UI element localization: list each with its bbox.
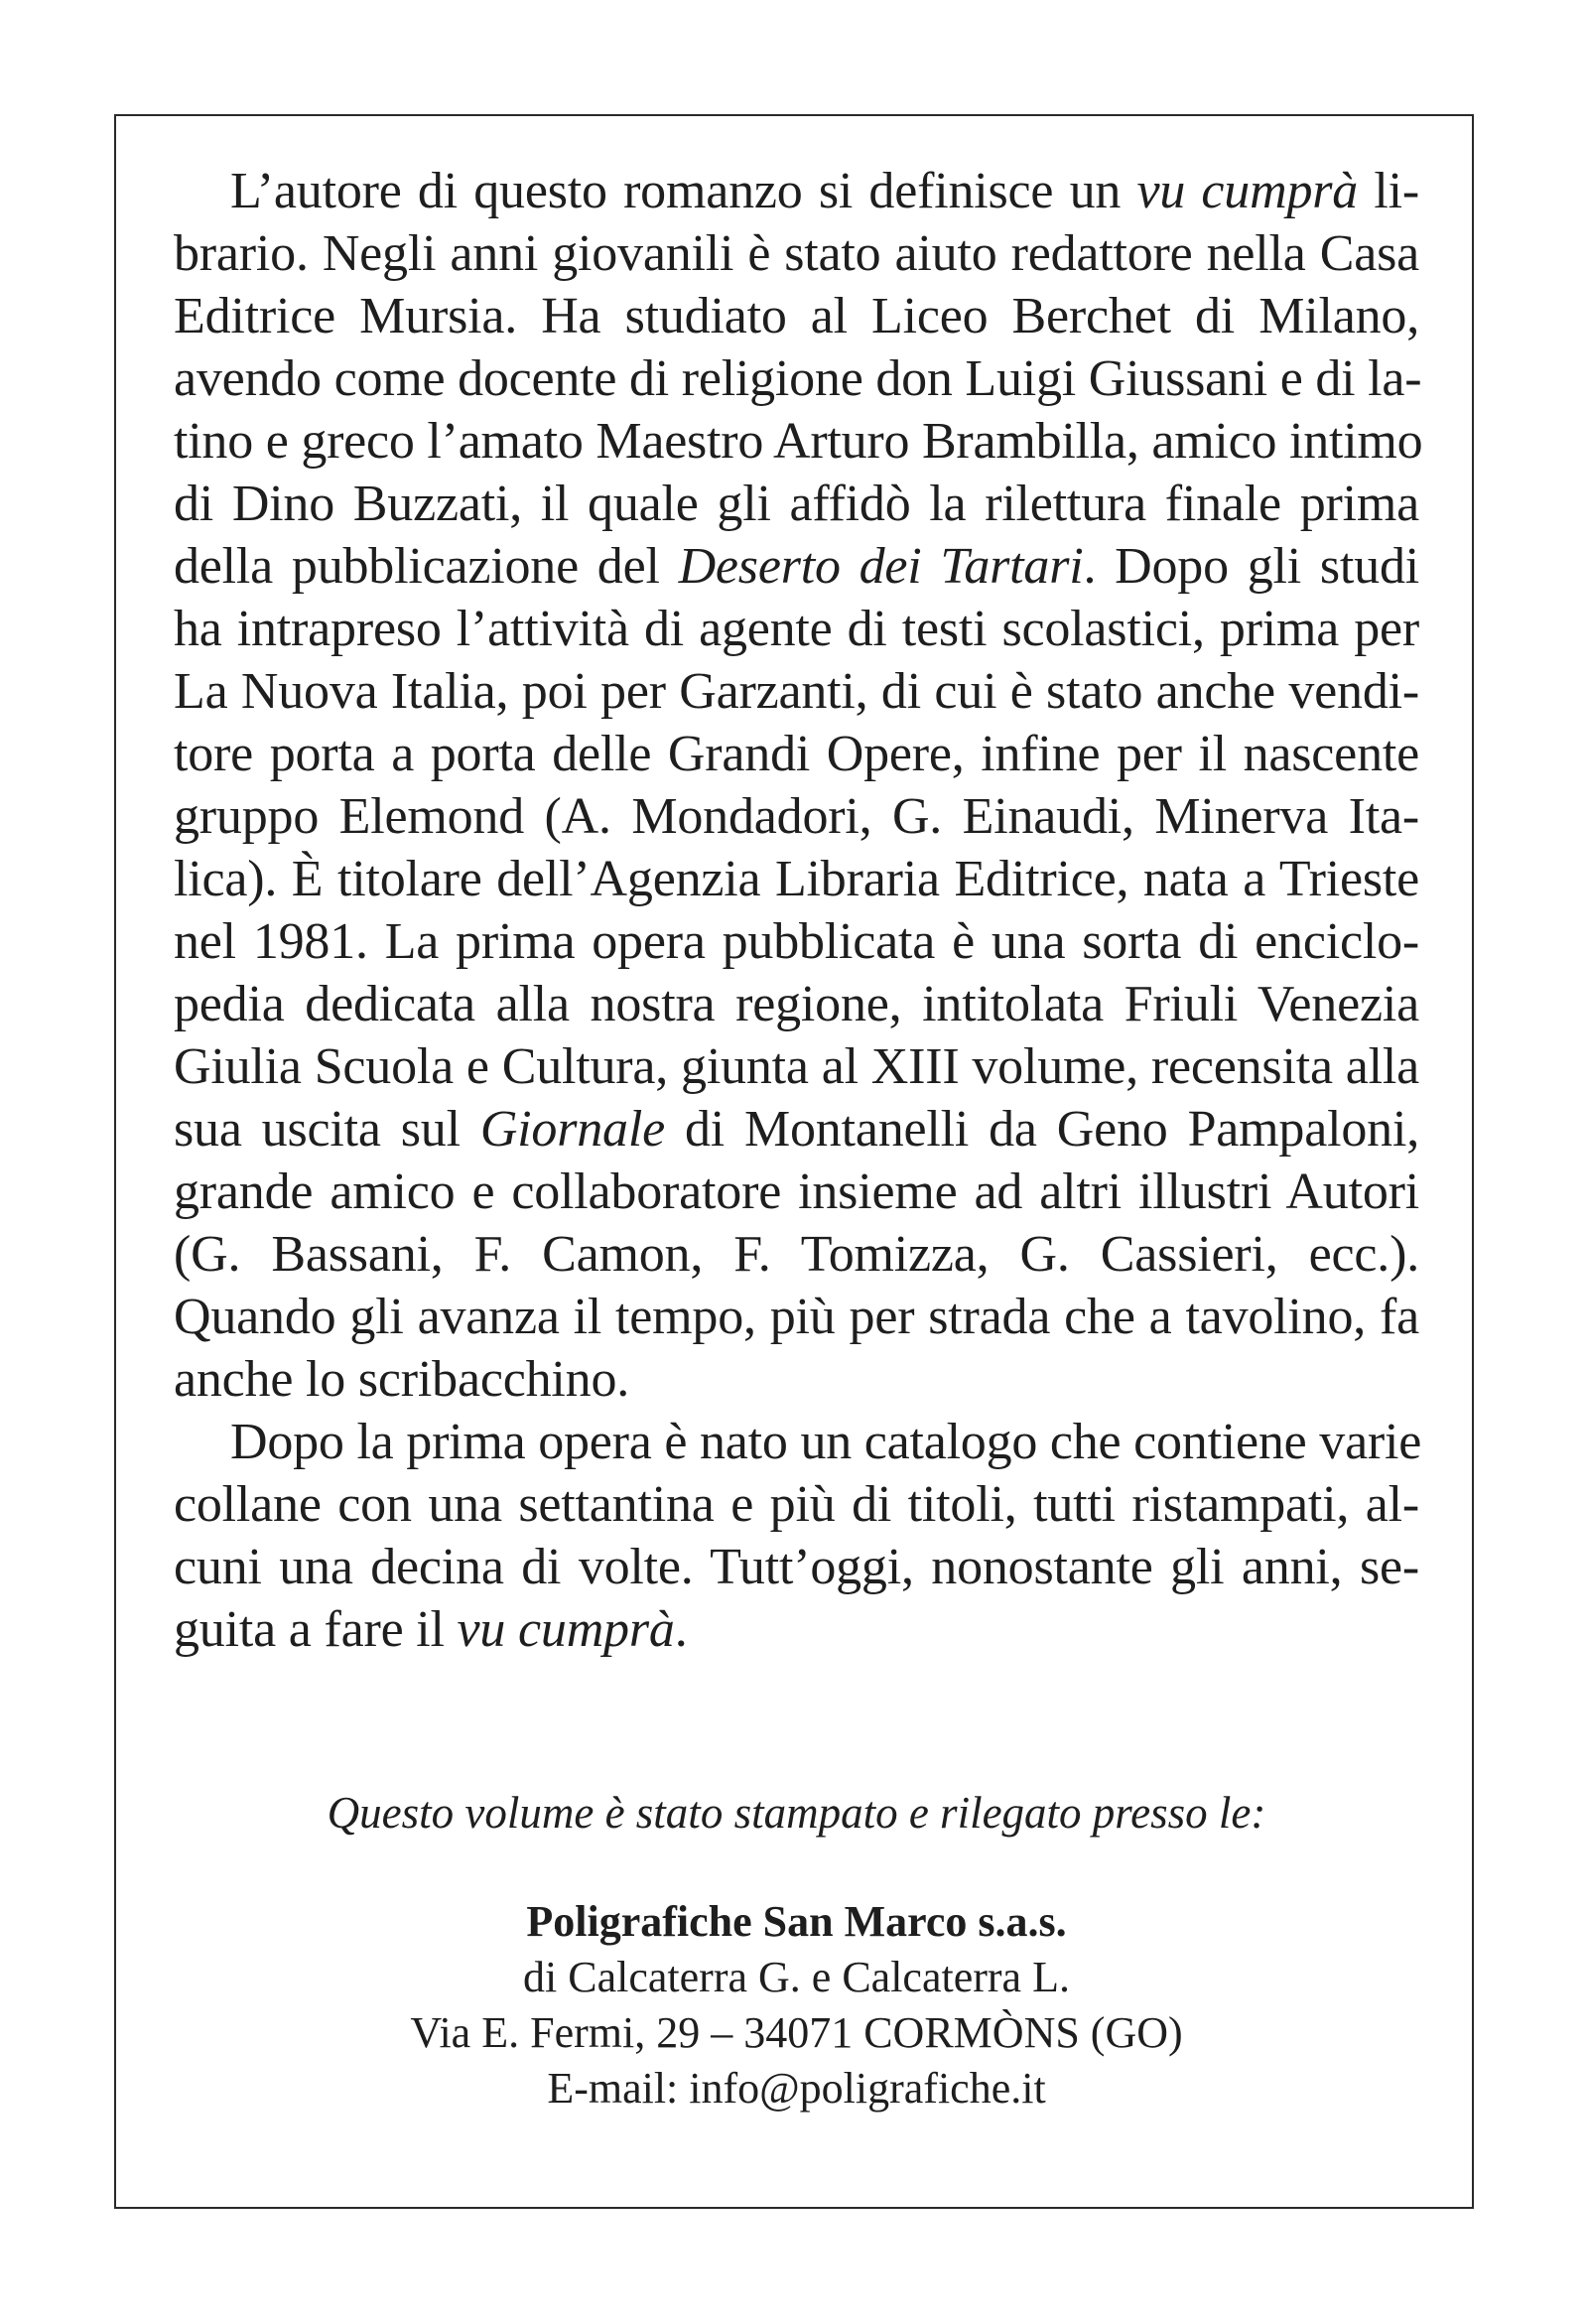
text-run: ha intrapreso l’attività di agente di testi scolastici, prima per — [174, 601, 1419, 657]
text-line — [174, 410, 1423, 473]
text-line — [174, 1286, 1419, 1348]
text-line — [174, 160, 1419, 222]
text-run: di Dino Buzzati, il quale gli affidò la rilettura finale prima — [174, 476, 1419, 532]
text-line — [174, 598, 1419, 660]
text-run: Quando gli avanza il tempo, più per strada che a tavolino, fa — [174, 1289, 1419, 1345]
text-run: anche lo scribacchino. — [174, 1351, 630, 1408]
text-line — [174, 1536, 1419, 1598]
text-line — [174, 1348, 1419, 1411]
text-run: . — [674, 1601, 688, 1658]
text-run: Giulia Scuola e Cultura, giunta al XIII volume, recensita alla — [174, 1038, 1419, 1095]
text-run: di Montanelli da Geno Pampaloni, — [664, 1101, 1420, 1158]
text-run: cuni una decina di volte. Tutt’oggi, nonostante gli anni, se- — [174, 1539, 1419, 1595]
paragraph — [174, 160, 1423, 1411]
printer-name: Poligrafiche San Marco s.a.s. — [526, 1897, 1067, 1946]
text-line — [174, 848, 1419, 910]
text-line — [174, 973, 1419, 1035]
italic-title: vu cumprà — [1136, 163, 1359, 219]
text-line — [174, 910, 1419, 973]
text-line — [174, 785, 1419, 848]
text-line — [174, 1411, 1422, 1473]
printer-info — [174, 1894, 1419, 2117]
text-run: tino e greco l’amato Maestro Arturo Brambilla, amico intimo — [174, 413, 1423, 470]
text-run: La Nuova Italia, poi per Garzanti, di cui è stato anche vendi- — [174, 663, 1419, 720]
text-run: brario. Negli anni giovanili è stato aiuto redattore nella Casa — [174, 225, 1419, 282]
text-run: collane con una settantina e più di titoli, tutti ristampati, al- — [174, 1476, 1419, 1533]
colophon-intro: Questo volume è stato stampato e rilegato presso le: — [327, 1788, 1266, 1838]
text-line — [174, 1035, 1419, 1098]
text-run: guita a fare il — [174, 1601, 458, 1658]
text-line — [174, 1161, 1419, 1223]
text-line — [174, 660, 1419, 723]
text-line — [174, 285, 1419, 347]
italic-title: vu cumprà — [457, 1601, 675, 1658]
author-biography — [174, 160, 1423, 1661]
printer-address: Via E. Fermi, 29 – 34071 CORMÒNS (GO) — [410, 2008, 1183, 2057]
printer-owners: di Calcaterra G. e Calcaterra L. — [523, 1953, 1070, 2001]
text-line — [174, 222, 1419, 285]
paragraph — [174, 1411, 1422, 1661]
text-run: della pubblicazione del — [174, 538, 679, 595]
text-run: Dopo la prima opera è nato un catalogo che contiene varie — [230, 1414, 1422, 1470]
text-run: pedia dedicata alla nostra regione, intitolata Friuli Venezia — [174, 976, 1419, 1032]
text-run: lica). È titolare dell’Agenzia Libraria Editrice, nata a Trieste — [174, 851, 1419, 907]
text-line — [174, 535, 1419, 598]
text-run: grande amico e collaboratore insieme ad altri illustri Autori — [174, 1163, 1419, 1220]
text-line — [174, 347, 1422, 410]
text-run: gruppo Elemond (A. Mondadori, G. Einaudi, Minerva Ita- — [174, 788, 1419, 845]
text-line — [174, 1223, 1419, 1286]
printer-email: E-mail: info@poligrafiche.it — [547, 2064, 1046, 2113]
text-run: . Dopo gli studi — [1083, 538, 1419, 595]
text-line — [174, 723, 1419, 785]
italic-title: Deserto dei Tartari — [678, 538, 1084, 595]
text-run: sua uscita sul — [174, 1101, 480, 1158]
text-line — [174, 473, 1419, 535]
text-run: nel 1981. La prima opera pubblicata è una sorta di enciclo- — [174, 913, 1419, 970]
text-run: L’autore di questo romanzo si definisce un — [230, 163, 1137, 219]
text-line — [174, 1098, 1419, 1161]
text-line — [174, 1473, 1419, 1536]
text-line — [174, 1598, 1419, 1661]
text-run: li- — [1358, 163, 1419, 219]
text-run: Editrice Mursia. Ha studiato al Liceo Berchet di Milano, — [174, 288, 1419, 344]
text-run: tore porta a porta delle Grandi Opere, infine per il nascente — [174, 726, 1419, 782]
text-run: (G. Bassani, F. Camon, F. Tomizza, G. Cassieri, ecc.). — [174, 1226, 1419, 1283]
text-run: avendo come docente di religione don Luigi Giussani e di la- — [174, 350, 1422, 407]
italic-title: Giornale — [479, 1101, 665, 1158]
